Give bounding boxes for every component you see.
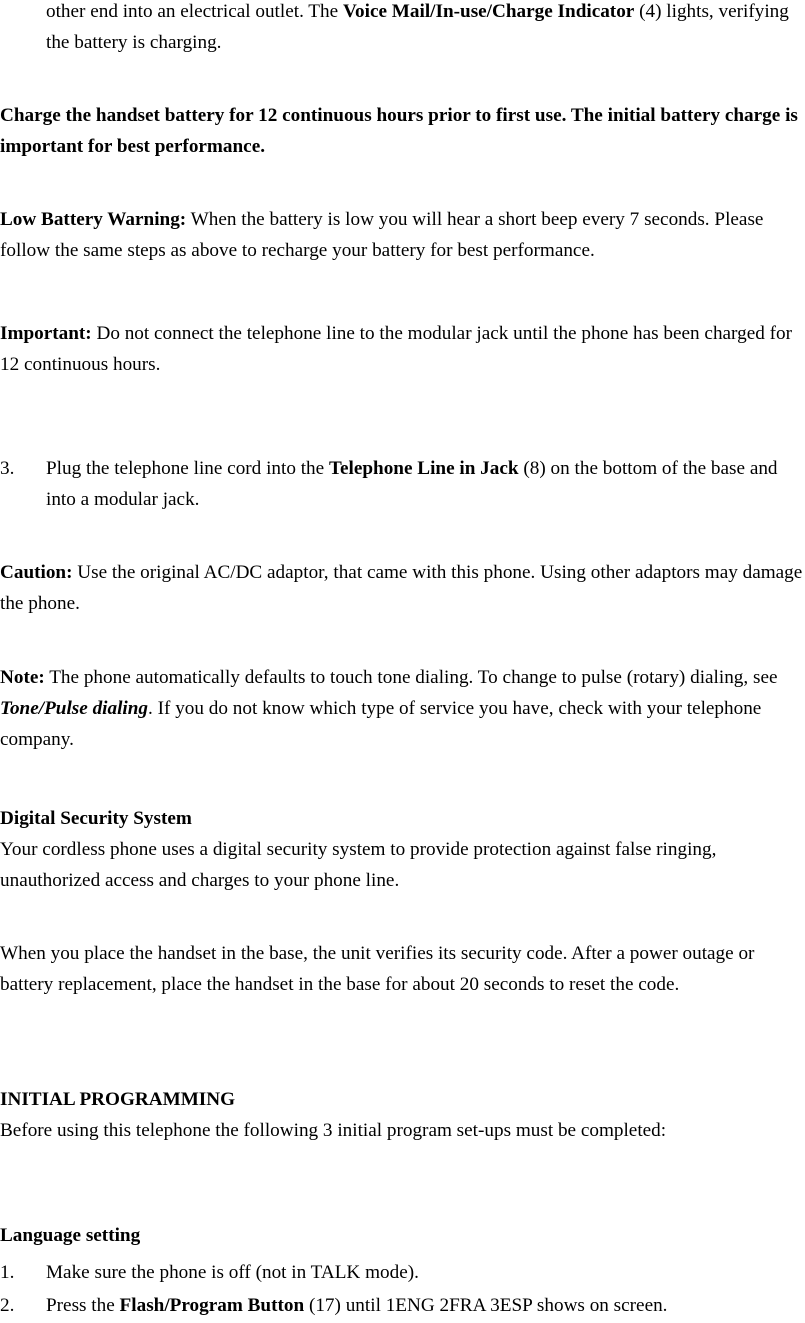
step-3-text: Plug the telephone line cord into the Telephone Line in Jack (8) on the bottom of the base and into a modular jack. — [46, 458, 778, 510]
important-text: Do not connect the telephone line to the modular jack until the phone has been charged for 12 continuous hours. — [0, 323, 792, 375]
low-battery-paragraph — [0, 204, 805, 266]
caution-text: Use the original AC/DC adaptor, that came with this phone. Using other adaptors may damage the phone. — [0, 562, 803, 614]
telephone-line-jack-term: Telephone Line in Jack — [328, 458, 519, 479]
important-paragraph — [0, 318, 805, 380]
language-step-2 — [0, 1290, 805, 1321]
security-paragraph-2: When you place the handset in the base, the unit verifies its security code. After a power outage or battery replacement, place the handset in the base for about 20 seconds to reset the code. — [0, 943, 755, 995]
caution-paragraph — [0, 557, 805, 619]
intro-paragraph — [0, 0, 805, 58]
charge-notice — [0, 100, 805, 162]
initial-programming-paragraph: Before using this telephone the following 3 initial program set-ups must be completed: — [0, 1120, 667, 1141]
language-step-2-number: 2. — [0, 1295, 15, 1316]
language-step-1-number: 1. — [0, 1262, 15, 1283]
tone-pulse-dialing-reference: Tone/Pulse dialing — [0, 698, 149, 719]
security-heading: Digital Security System — [0, 808, 192, 829]
language-step-1 — [0, 1257, 805, 1288]
language-step-2-text: Press the Flash/Program Button (17) until 1ENG 2FRA 3ESP shows on screen. — [46, 1295, 668, 1316]
intro-text: other end into an electrical outlet. The — [46, 1, 343, 22]
step-3-number: 3. — [0, 458, 15, 479]
intro-text-end: (4) lights, verifying the battery is charging. — [46, 1, 789, 53]
security-paragraph-1: Your cordless phone uses a digital security system to provide protection against false ringing, unauthorized access and charges to your phone line. — [0, 839, 717, 891]
important-label: Important: — [0, 323, 92, 344]
low-battery-text: When the battery is low you will hear a short beep every 7 seconds. Please follow the same steps as above to recharge your battery for best performance. — [0, 209, 764, 261]
language-setting-heading: Language setting — [0, 1225, 141, 1246]
language-step-1-text: Make sure the phone is off (not in TALK mode). — [46, 1262, 419, 1283]
initial-programming-heading: INITIAL PROGRAMMING — [0, 1089, 236, 1110]
flash-program-button-term: Flash/Program Button — [119, 1295, 305, 1316]
charge-notice-text: Charge the handset battery for 12 continuous hours prior to first use. The initial battery charge is important for best performance. — [0, 105, 798, 157]
charge-indicator-term: Voice Mail/In-use/Charge Indicator — [342, 1, 635, 22]
step-3 — [0, 453, 805, 515]
caution-label: Caution: — [0, 562, 73, 583]
note-paragraph: Note: The phone automatically defaults to touch tone dialing. To change to pulse (rotary) dialing, see Tone/Pulse dialing. If you do not know which type of service you have, check with your telephone company. — [0, 667, 778, 750]
note-label: Note: — [0, 667, 45, 688]
low-battery-label: Low Battery Warning: — [0, 209, 187, 230]
